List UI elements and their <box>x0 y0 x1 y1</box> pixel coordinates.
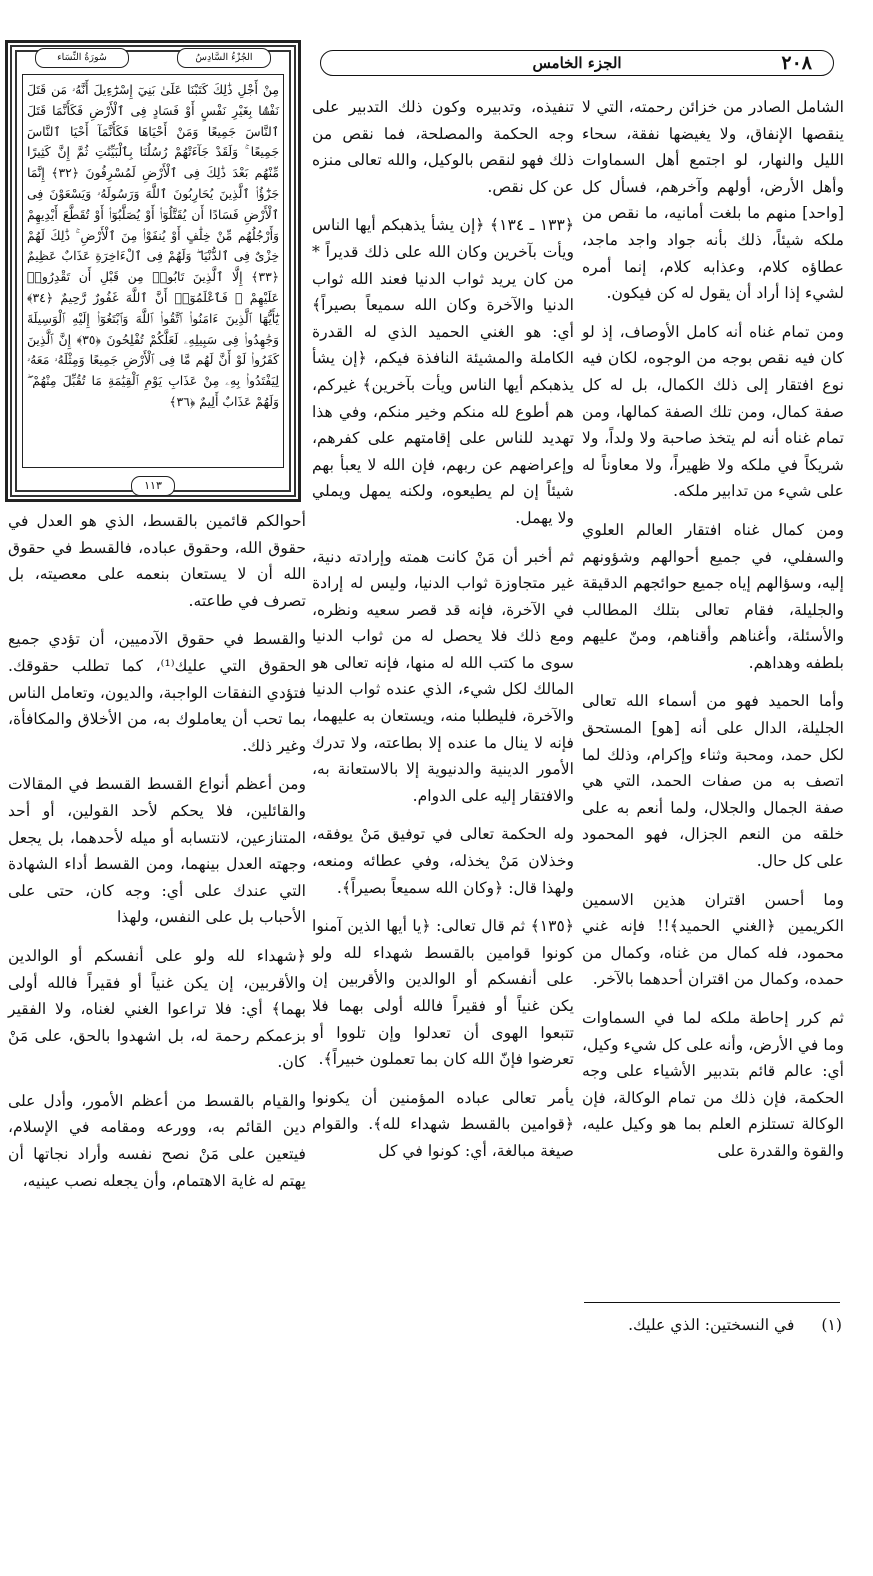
paragraph: أحوالكم قائمين بالقسط، الذي هو العدل في حقوق الله، وحقوق عباده، فالقسط في حقوق الله أن لا يستعان بنعمه على معصيته، بل تصرف في طاعته. <box>8 512 306 610</box>
page-number: ٢٠٨ <box>781 52 812 74</box>
footnote-number: (١) <box>821 1316 842 1334</box>
paragraph: ثم أخبر أن مَنْ كانت همته وإرادته دنية، غير متجاوزة ثواب الدنيا، وليس له إرادة في الآخرة، فإنه قد قصر سعيه ونظره، ومع ذلك فلا يحصل له من ثواب الدنيا سوى ما كتب الله له منها، فإنه تعالى هو المالك لكل شيء، الذي عنده ثواب الدنيا والآخرة، فليطلبا منه، ويستعان به عليهما، فإنه لا ينال ما عنده إلا بطاعته، ولا تدرك الأمور الدينية والدنيوية إلا بالاستعانة به، والافتقار إليه على الدوام. <box>312 547 574 805</box>
paragraph: ﴿١٣٣ ـ ١٣٤﴾ ﴿إن يشأ يذهبكم أيها الناس ويأت بآخرين وكان الله على ذلك قديراً * من كان يريد ثواب الدنيا فعند الله ثواب الدنيا والآخرة وكان الله سميعاً بصيراً﴾ أي: هو الغني الحميد الذي له القدرة الكاملة والمشيئة النافذة فيكم، ﴿إن يشأ يذهبكم أيها الناس ويأت بآخرين﴾ غيركم، هم أطوع لله منكم وخير منكم، وفي هذا تهديد للناس على إقامتهم على كفرهم، وإعراضهم عن ربهم، فإن الله لا يعبأ بهم شيئاً إن لم يطيعوه، ولكنه يمهل ويملي ولا يهمل. <box>312 216 574 527</box>
footnote <box>560 1314 842 1336</box>
paragraph: تنفيذه، وتدبيره وكون ذلك التدبير على وجه الحكمة والمصلحة، فما نقص من ذلك فهو لنقص بالوكيل، والله تعالى منزه عن كل نقص. <box>312 98 574 196</box>
paragraph: وما أحسن اقتران هذين الاسمين الكريمين ﴿الغني الحميد﴾!! فإنه غني محمود، فله كمال من غناه، وكمال من حمده، وكمال من اقتران أحدهما بالآخر. <box>582 890 844 989</box>
juz-cartouche: الجُزْءُ السَّادِسُ <box>177 48 271 68</box>
mushaf-page-number: ١١٣ <box>131 476 175 496</box>
paragraph: ومن أعظم أنواع القسط القسط في المقالات والقائلين، فلا يحكم لأحد القولين، أو أحد المتنازعين، لانتسابه أو ميله لأحدهما، بل يجعل وجهته العدل بينهما، ومن القسط أداء الشهادة التي عندك على أي: وجه كان، حتى على الأحباب بل على النفس، ولهذا <box>8 775 306 927</box>
paragraph: ومن تمام غناه أنه كامل الأوصاف، إذ لو كان فيه نقص بوجه من الوجوه، لكان فيه نوع افتقار إلى ذلك الكمال، بل له كل صفة كمال، ومن تلك الصفة كمالها، ومن تمام غناه أنه لم يتخذ صاحبة ولا ولداً، ولا شريكاً في ملكه ولا ظهيراً، ولا معاوناً له على شيء من تدابير ملكه. <box>582 322 844 501</box>
paragraph: وله الحكمة تعالى في توفيق مَنْ يوفقه، وخذلان مَنْ يخذله، وفي عطائه ومنعه، ولهذا قال: ﴿وكان الله سميعاً بصيراً﴾. <box>312 825 574 897</box>
column-middle <box>312 94 574 1177</box>
paragraph: وأما الحميد فهو من أسماء الله تعالى الجليلة، الدال على أنه [هو] المستحق لكل حمد، ومحبة وثناء وإكرام، وذلك لما اتصف به من صفات الحمد، التي هي صفة الجمال والجلال، ولما أنعم به على خلقه من النعم الجزال، فهو المحمود على كل حال. <box>582 692 844 871</box>
page-header <box>312 44 842 82</box>
paragraph: ثم كرر إحاطة ملكه لما في السماوات وما في الأرض، وأنه على كل شيء وكيل، أي: عالم قائم بتدبير الأشياء على وجه الحكمة، فإن ذلك من تمام الوكالة، فإن الوكالة تستلزم العلم بما هو وكيل عليه، والقوة والقدرة على <box>582 1009 844 1160</box>
part-title: الجزء الخامس <box>532 54 622 72</box>
paragraph: ﴿١٣٥﴾ ثم قال تعالى: ﴿يا أيها الذين آمنوا كونوا قوامين بالقسط شهداء لله ولو على أنفسكم أو الوالدين والأقربين إن يكن غنياً أو فقيراً فالله أولى بهما فلا تتبعوا الهوى أن تعدلوا وإن تلووا أو تعرضوا فإنّ الله كان بما تعملون خبيراً﴾. <box>312 917 574 1069</box>
quran-verses: مِنْ أَجْلِ ذَٰلِكَ كَتَبْنَا عَلَىٰ بَنِيٓ إِسْرَٰٓءِيلَ أَنَّهُۥ مَن قَتَلَ نَفْسًۢا بِغَيْرِ نَفْسٍ أَوْ فَسَادٍ فِى ٱلْأَرْضِ فَكَأَنَّمَا قَتَلَ ٱلنَّاسَ جَمِيعًا وَمَنْ أَحْيَاهَا فَكَأَنَّمَآ أَحْيَا ٱلنَّاسَ جَمِيعًا ۚ وَلَقَدْ جَآءَتْهُمْ رُسُلُنَا بِٱلْبَيِّنَٰتِ ثُمَّ إِنَّ كَثِيرًا مِّنْهُم بَعْدَ ذَٰلِكَ فِى ٱلْأَرْضِ لَمُسْرِفُونَ ﴿٣٢﴾ إِنَّمَا جَزَٰٓؤُا۟ ٱلَّذِينَ يُحَارِبُونَ ٱللَّهَ وَرَسُولَهُۥ وَيَسْعَوْنَ فِى ٱلْأَرْضِ فَسَادًا أَن يُقَتَّلُوٓا۟ أَوْ يُصَلَّبُوٓا۟ أَوْ تُقَطَّعَ أَيْدِيهِمْ وَأَرْجُلُهُم مِّنْ خِلَٰفٍ أَوْ يُنفَوْا۟ مِنَ ٱلْأَرْضِ ۚ ذَٰلِكَ لَهُمْ خِزْىٌ فِى ٱلدُّنْيَا ۖ وَلَهُمْ فِى ٱلْءَاخِرَةِ عَذَابٌ عَظِيمٌ ﴿٣٣﴾ إِلَّا ٱلَّذِينَ تَابُوا۟ مِن قَبْلِ أَن تَقْدِرُوا۟ عَلَيْهِمْ ۖ فَٱعْلَمُوٓا۟ أَنَّ ٱللَّهَ غَفُورٌ رَّحِيمٌ ﴿٣٤﴾ يَٰٓأَيُّهَا ٱلَّذِينَ ءَامَنُوا۟ ٱتَّقُوا۟ ٱللَّهَ وَٱبْتَغُوٓا۟ إِلَيْهِ ٱلْوَسِيلَةَ وَجَٰهِدُوا۟ فِى سَبِيلِهِۦ لَعَلَّكُمْ تُفْلِحُونَ ﴿٣٥﴾ إِنَّ ٱلَّذِينَ كَفَرُوا۟ لَوْ أَنَّ لَهُم مَّا فِى ٱلْأَرْضِ جَمِيعًا وَمِثْلَهُۥ مَعَهُۥ لِيَفْتَدُوا۟ بِهِۦ مِنْ عَذَابِ يَوْمِ ٱلْقِيَٰمَةِ مَا تُقُبِّلَ مِنْهُمْ ۖ وَلَهُمْ عَذَابٌ أَلِيمٌ ﴿٣٦﴾ <box>27 82 280 409</box>
paragraph: الشامل الصادر من خزائن رحمته، التي لا ينقصها الإنفاق، ولا يغيضها نفقة، سحاء الليل والنهار، لو اجتمع أهل السماوات وأهل الأرض، أولهم وآخرهم، فسأل كل [واحد] منهم ما بلغت أمانيه، ما نقص من ملكه شيئاً، ذلك بأنه جواد واجد ماجد، عطاؤه كلام، وعذابه كلام، إنما أمره لشيء إذا أراد أن يقول له كن فيكون. <box>582 98 844 303</box>
paragraph: والقيام بالقسط من أعظم الأمور، وأدل على دين القائم به، وورعه ومقامه في الإسلام، فيتعين على مَنْ نصح نفسه وأراد نجاتها أن يهتم له غاية الاهتمام، وأن يجعله نصب عينيه، <box>8 1091 306 1190</box>
column-left <box>8 508 306 1206</box>
footnote-text: في النسختين: الذي عليك. <box>628 1316 795 1334</box>
surah-name-cartouche: سُورَةُ النِّسَاء <box>35 48 129 68</box>
paragraph: ﴿شهداء لله ولو على أنفسكم أو الوالدين والأقربين، إن يكن غنياً أو فقيراً فالله أولى بهما﴾ أي: فلا تراعوا الغني لغناه، ولا الفقير بزعمكم رحمة له، بل اشهدوا بالحق، على مَنْ كان. <box>8 946 306 1072</box>
paragraph: والقسط في حقوق الآدميين، أن تؤدي جميع الحقوق التي عليك⁽¹⁾، كما تطلب حقوقك. فتؤدي النفقات الواجبة، والديون، وتعامل الناس بما تحب أن يعاملوك به، من الأخلاق والمكافأة، وغير ذلك. <box>8 630 306 755</box>
footnote-divider <box>584 1302 840 1303</box>
quran-page-image <box>5 40 301 502</box>
column-right <box>582 94 844 1576</box>
paragraph: ومن كمال غناه افتقار العالم العلوي والسفلي، في جميع أحوالهم وشؤونهم إليه، وسؤالهم إياه جميع حوائجهم الدقيقة والجليلة، فقام تعالى بتلك المطالب والأسئلة، وأغناهم وأقناهم، ومنّ عليهم بلطفه وهداهم. <box>582 520 844 672</box>
paragraph: يأمر تعالى عباده المؤمنين أن يكونوا ﴿قوامين بالقسط شهداء لله﴾. والقوام صيغة مبالغة، أي: كونوا في كل <box>312 1088 574 1160</box>
